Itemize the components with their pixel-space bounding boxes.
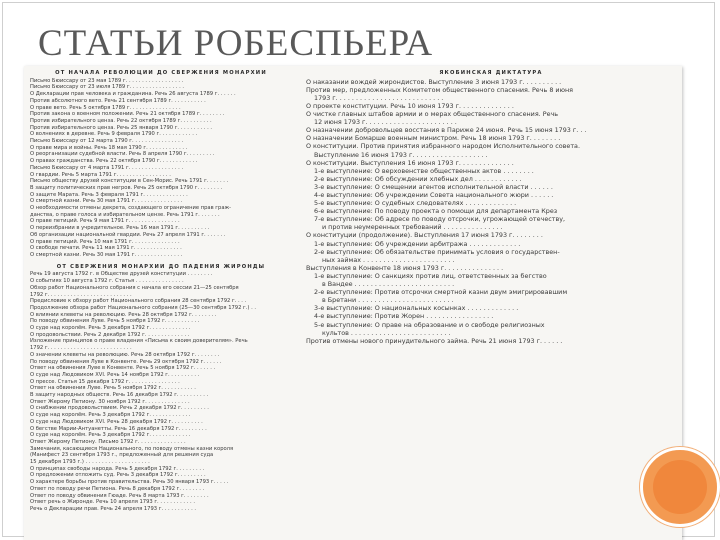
- contents-entry: О наказании вождей жирондистов. Выступление 3 июня 1793 г. . . . . . . . . .: [306, 77, 562, 86]
- contents-entry: Ответ по поводу обвинения Гюаде. Речь 8 марта 1793 г. . . . . . . .: [30, 492, 209, 499]
- contents-entry: Письмо Бюиссару от 4 марта 1791 г. . . . . . . . . . . . . . . . .: [30, 164, 184, 171]
- contents-entry: О конституции. Выступления 16 июня 1793 г. . . . . . . . . . . . . .: [306, 158, 514, 167]
- contents-entry: О волнениях в деревне. Речь 9 февраля 1790 г. . . . . . . . . . . .: [30, 131, 198, 138]
- contents-entry: О правах гражданства. Речь 22 октября 1790 г. . . . . . . . . . . .: [30, 158, 198, 165]
- contents-entry: Против мер, предложенных Комитетом общественного спасения. Речь 8 июня: [306, 85, 573, 94]
- contents-entry: О конституции (продолжение). Выступления 17 июня 1793 г. . . . . . . .: [306, 231, 543, 240]
- contents-entry: Замечания, касающиеся Национального, по поводу отмены казни короля: [30, 445, 234, 452]
- contents-entry: Выступления в Конвенте 18 июня 1793 г. . . . . . . . . . . . . . .: [306, 263, 504, 272]
- contents-entry: Выступление 16 июня 1793 г. . . . . . . . . . . . . . . . . . .: [314, 150, 488, 159]
- scanned-contents-page: [24, 66, 682, 540]
- contents-entry: Ответ по поводу речи Петиона. Речь 8 декабря 1792 г. . . . . . . .: [30, 485, 205, 492]
- contents-entry: Об организации национальной гвардии. Речь 27 апреля 1791 г. . . . . . .: [30, 231, 226, 238]
- contents-entry: О предложении отложить суд. Речь 3 декабря 1792 г. . . . . . . . .: [30, 472, 206, 479]
- contents-entry: О смертной казни. Речь 30 мая 1791 г. . . . . . . . . . . . . . .: [30, 198, 183, 205]
- contents-entry: О назначении Бомарше военным министром. Речь 18 июня 1793 г. . . . . . . .: [306, 134, 561, 143]
- decorative-circle: [640, 447, 720, 527]
- contents-entry: Изложение принципов о праве владения «Письма к своим доверителям». Речь: [30, 338, 248, 345]
- contents-entry: О бегстве Марии-Антуанетты. Речь 16 декабря 1792 г. . . . . . . . .: [30, 425, 207, 432]
- contents-entry: культов . . . . . . . . . . . . . . . . . . . . . . . . .: [322, 328, 451, 337]
- contents-entry: Против избирательного ценза. Речь 25 января 1790 г. . . . . . . . . . .: [30, 124, 213, 131]
- contents-entry: 12 июня 1793 г. . . . . . . . . . . . . . . . . . . . . . .: [314, 118, 457, 127]
- contents-entry: О смертной казни. Речь 30 мая 1791 г. . . . . . . . . . . . . . .: [30, 251, 183, 258]
- contents-entry: 1793 г. . . . . . . . . . . . . . . . . . . . . . . . . . .: [314, 93, 444, 102]
- contents-entry: О суде над королём. Речь 3 декабря 1792 г. . . . . . . . . . . . .: [30, 432, 191, 439]
- contents-entry: О праве мира и войны. Речь 18 мая 1790 г. . . . . . . . . . . . .: [30, 144, 188, 151]
- contents-entry: в Вандее . . . . . . . . . . . . . . . . . . . . . . . . .: [322, 280, 455, 289]
- contents-entry: и против неумеренных требований . . . . . . . . . . . . . . .: [322, 223, 503, 232]
- contents-entry: Письмо Бюиссару от 23 июля 1789 г. . . . . . . . . . . . . . . . .: [30, 84, 185, 91]
- contents-entry: Письмо Бюиссару от 12 марта 1790 г. . . . . . . . . . . . . . . .: [30, 138, 184, 145]
- contents-entry: Ответ Жерому Петиону. Письмо 1792 г. . . . . . . . . . . . . . .: [30, 438, 186, 445]
- contents-entry: О суде над королём. Речь 3 декабря 1792 г. . . . . . . . . . . . .: [30, 325, 191, 332]
- section-heading: ОТ НАЧАЛА РЕВОЛЮЦИИ ДО СВЕРЖЕНИЯ МОНАРХИИ: [55, 70, 267, 76]
- contents-left-column: [30, 70, 292, 513]
- contents-entry: Письмо обществу друзей конституции в Сен-Морис. Речь 1791 г. . . . . . .: [30, 178, 229, 185]
- contents-entry: Речь 19 августа 1792 г. в Обществе друзей конституции . . . . . . . .: [30, 271, 213, 278]
- slide-title: СТАТЬИ РОБЕСПЬЕРА: [38, 23, 434, 64]
- contents-entry: 3-е выступление: О национальных косынках . . . . . . . . . . . . .: [314, 304, 519, 313]
- section-heading: ОТ СВЕРЖЕНИЯ МОНАРХИИ ДО ПАДЕНИЯ ЖИРОНДЫ: [56, 263, 266, 270]
- contents-entry: О прессе. Статья 15 декабря 1792 г. . . . . . . . . . . . . . . .: [30, 378, 180, 385]
- contents-entry: 2-е выступление: Об обязательстве принимать условия о государствен-: [314, 247, 560, 256]
- contents-entry: О влиянии клеветы на революцию. Речь 28 октября 1792 г. . . . . . . .: [30, 311, 217, 318]
- contents-entry: 1-е выступление: О санкциях против лиц, ответственных за бегство: [314, 271, 547, 280]
- contents-entry: Против абсолютного вето. Речь 21 сентября 1789 г. . . . . . . . . . .: [30, 97, 206, 104]
- contents-entry: Ответ Жерому Петиону. 30 ноября 1792 г. . . . . . . . . . . . . .: [30, 398, 190, 405]
- contents-entry: 7-е выступление: Об адресе по поводу отсрочки, угрожающей отечеству,: [314, 215, 566, 224]
- contents-entry: О снабжении продовольствием. Речь 2 декабря 1792 г. . . . . . . . .: [30, 405, 209, 412]
- contents-entry: О праве петиций. Речь 10 мая 1791 г. . . . . . . . . . . . . . .: [30, 238, 180, 245]
- contents-entry: О реорганизации судебной власти. Речь 8 апреля 1790 г. . . . . . . . .: [30, 151, 215, 158]
- contents-entry: 3-е выступление: О смещении агентов исполнительной власти . . . . . .: [314, 182, 553, 191]
- contents-entry: (Манифест 23 сентября 1793 г., предложенный для решения суда: [30, 452, 214, 459]
- contents-entry: По поводу обвинения Луве. Речь 5 ноября 1792 г. . . . . . . . . . .: [30, 318, 200, 325]
- contents-entry: 15 декабря 1793 г.) . . . . . . . . . . . . . . . . . . . .: [30, 459, 150, 466]
- contents-entry: В защиту народных обществ. Речь 16 декабря 1792 г. . . . . . . . . .: [30, 392, 209, 399]
- contents-entry: О гвардии. Речь 5 марта 1791 г. . . . . . . . . . . . . . . . .: [30, 171, 171, 178]
- contents-entry: В защиту политических прав негров. Речь 25 октября 1790 г. . . . . . . .: [30, 184, 223, 191]
- contents-entry: 5-е выступление: О праве на образование и о свободе религиозных: [314, 320, 545, 329]
- contents-entry: О конституции. Против принятия избранного народом Исполнительного совета.: [306, 142, 580, 151]
- contents-entry: О Декларации прав человека и гражданина. Речь 26 августа 1789 г. . . . . .: [30, 91, 236, 98]
- decorative-circle-inner: [653, 460, 707, 514]
- contents-entry: 2-е выступление: Против отсрочки смертной казни двум эмигрировавшим: [314, 288, 568, 297]
- contents-entry: 1792 г. . . . . . . . . . . . . . . . . . . . . . . . . .: [30, 291, 132, 298]
- contents-entry: в Бретани . . . . . . . . . . . . . . . . . . . . . . . .: [322, 296, 454, 305]
- contents-entry: 5-е выступление: О судебных следователях . . . . . . . . . . . . .: [314, 199, 517, 208]
- contents-entry: Письмо Бюиссару от 23 мая 1789 г. . . . . . . . . . . . . . . . . .: [30, 77, 184, 84]
- contents-entry: 6-е выступление: По поводу проекта о помощи для департамента Крез: [314, 207, 558, 216]
- contents-right-column: [306, 70, 676, 345]
- contents-entry: О принципах свободы народа. Речь 5 декабря 1792 г. . . . . . . . .: [30, 465, 205, 472]
- contents-entry: О защите Марата. Речь 3 февраля 1791 г. . . . . . . . . . . . . .: [30, 191, 188, 198]
- section-heading: ЯКОБИНСКАЯ ДИКТАТУРА: [439, 70, 543, 76]
- contents-entry: О продовольствии. Речь 2 декабря 1792 г. . . . . . . . . . . . . .: [30, 331, 190, 338]
- contents-entry: О свободе печати. Речь 11 мая 1791 г. . . . . . . . . . . . . . .: [30, 245, 182, 252]
- contents-entry: О праве вето. Речь 5 октября 1789 г. . . . . . . . . . . . . . . .: [30, 104, 181, 111]
- contents-entry: Против отмены нового принудительного займа. Речь 21 июня 1793 г. . . . . .: [306, 336, 563, 345]
- contents-entry: О суде над королём. Речь 3 декабря 1792 г. . . . . . . . . . . . .: [30, 412, 191, 419]
- contents-entry: Обзор работ Национального собрания с начала его сессии 21—25 сентября: [30, 284, 239, 291]
- contents-entry: О праве петиций. Речь 9 мая 1791 г. . . . . . . . . . . . . . . .: [30, 218, 180, 225]
- contents-entry: О чистке главных штабов армии и о мерах общественного спасения. Речь: [306, 110, 559, 119]
- contents-entry: Предисловие к обзору работ Национального собрания 28 сентября 1792 г. . . .: [30, 298, 247, 305]
- contents-entry: 4-е выступление: Против Жорен . . . . . . . . . . . . . . . . .: [314, 312, 494, 321]
- contents-entry: 1792 г. . . . . . . . . . . . . . . . . . . . . . . . . .: [30, 345, 132, 352]
- contents-entry: ных займах . . . . . . . . . . . . . . . . . . . . . . .: [322, 255, 455, 264]
- contents-entry: 4-е выступление: Об учреждении Совета национального жюри . . . . . .: [314, 191, 554, 200]
- contents-entry: О суде над Людовиком XVI. Речь 14 ноября 1792 г. . . . . . . . . .: [30, 371, 200, 378]
- contents-entry: Ответ на обвинения Луве. Речь 5 ноября 1792 г. . . . . . . . . . .: [30, 385, 196, 392]
- contents-entry: 2-е выступление: Об обсуждении хлебных дел . . . . . . . . . . . .: [314, 174, 522, 183]
- contents-entry: Ответ речь о Жиронде. Речь 10 апреля 1793 г. . . . . . . . . . . .: [30, 499, 195, 506]
- contents-entry: О проекте конституции. Речь 10 июня 1793 г. . . . . . . . . . . . . .: [306, 101, 514, 110]
- contents-entry: данства, о праве голоса и избирательном цензе. Речь 1791 г. . . . . . .: [30, 211, 220, 218]
- contents-entry: О назначении добровольцев восстания в Париже 24 июня. Речь 15 июня 1793 г. . .: [306, 126, 587, 135]
- contents-entry: О переизбрании в учредительное. Речь 16 мая 1791 г. . . . . . . . . .: [30, 225, 210, 232]
- contents-entry: О событиях 10 августа 1792 г. Статья . . . . . . . . . . . . . . .: [30, 278, 184, 285]
- contents-entry: О характере борьбы против правительства. Речь 30 января 1793 г. . . . .: [30, 479, 229, 486]
- contents-entry: По поводу обвинения Луве в Конвенте. Речь 29 октября 1792 г. . . . . .: [30, 358, 222, 365]
- contents-entry: О значении клеветы на революцию. Речь 28 октября 1792 г. . . . . . . .: [30, 351, 220, 358]
- contents-entry: Против избирательного ценза. Речь 22 октября 1789 г. . . . . . . . . .: [30, 117, 212, 124]
- contents-entry: Речь о Декларации прав. Речь 24 апреля 1793 г. . . . . . . . . . .: [30, 506, 197, 512]
- contents-entry: 1-е выступление: О верховенстве общественных актов . . . . . . . .: [314, 166, 534, 175]
- contents-entry: Против закона о военном положении. Речь 21 октября 1789 г. . . . . . . .: [30, 111, 225, 118]
- contents-entry: Продолжение обзора работ Национального собрания (25—30 сентября 1792 г.) . .: [30, 304, 257, 311]
- contents-entry: Ответ на обвинения Луве в Конвенте. Речь 5 ноября 1792 г. . . . . . .: [30, 365, 216, 372]
- contents-entry: О суде над Людовиком XVI. Речь 28 декабря 1792 г. . . . . . . . . .: [30, 418, 203, 425]
- contents-entry: О необходимости отмены декрета, создающего ограничение прав граж-: [30, 205, 232, 212]
- contents-entry: 1-е выступление: Об учреждении арбитража . . . . . . . . . . . . .: [314, 239, 521, 248]
